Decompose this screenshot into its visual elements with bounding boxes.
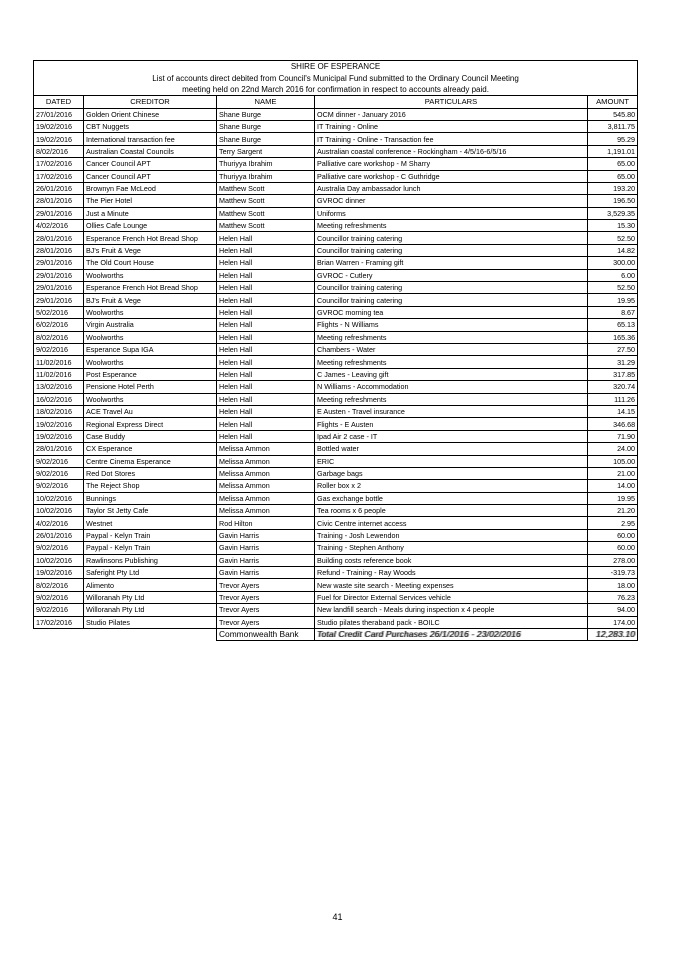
- cell-creditor: Willoranah Pty Ltd: [84, 591, 217, 603]
- cell-amount: 94.00: [588, 604, 638, 616]
- table-row: [34, 567, 638, 579]
- cell-dated: 19/02/2016: [34, 133, 84, 145]
- table-row: [34, 331, 638, 343]
- cell-dated: 8/02/2016: [34, 145, 84, 157]
- table-row: [34, 108, 638, 120]
- cell-amount: 8.67: [588, 306, 638, 318]
- table-row: [34, 220, 638, 232]
- cell-amount: 52.50: [588, 232, 638, 244]
- cell-name: Helen Hall: [217, 282, 315, 294]
- cell-dated: 29/01/2016: [34, 282, 84, 294]
- table-row: [34, 232, 638, 244]
- cell-dated: 28/01/2016: [34, 195, 84, 207]
- cell-dated: 19/02/2016: [34, 430, 84, 442]
- cell-dated: 18/02/2016: [34, 405, 84, 417]
- cell-name: Helen Hall: [217, 331, 315, 343]
- table-row: [34, 517, 638, 529]
- cell-creditor: Woolworths: [84, 306, 217, 318]
- header-row-meeting: [34, 84, 638, 96]
- cell-name: Trevor Ayers: [217, 579, 315, 591]
- cell-particulars: ERIC: [315, 455, 588, 467]
- cell-amount: -319.73: [588, 567, 638, 579]
- cell-name: Rod Hilton: [217, 517, 315, 529]
- cell-particulars: Australia Day ambassador lunch: [315, 182, 588, 194]
- cell-amount: 1,191.01: [588, 145, 638, 157]
- accounts-table: [33, 60, 638, 641]
- cell-amount: 60.00: [588, 529, 638, 541]
- cell-particulars: Civic Centre internet access: [315, 517, 588, 529]
- cell-creditor: ACE Travel Au: [84, 405, 217, 417]
- table-row: [34, 343, 638, 355]
- cell-amount: 76.23: [588, 591, 638, 603]
- cell-amount: 71.90: [588, 430, 638, 442]
- cell-dated: 4/02/2016: [34, 220, 84, 232]
- cell-dated: 29/01/2016: [34, 294, 84, 306]
- cell-creditor: Woolworths: [84, 269, 217, 281]
- cell-amount: 19.95: [588, 492, 638, 504]
- cell-particulars: C James - Leaving gift: [315, 368, 588, 380]
- cell-name: Helen Hall: [217, 393, 315, 405]
- cell-creditor: Woolworths: [84, 393, 217, 405]
- cell-creditor: Just a Minute: [84, 207, 217, 219]
- cell-particulars: Garbage bags: [315, 467, 588, 479]
- cell-particulars: GVROC morning tea: [315, 306, 588, 318]
- cell-name: Melissa Ammon: [217, 467, 315, 479]
- cell-creditor: Paypal - Kelyn Train: [84, 542, 217, 554]
- cell-creditor: CX Esperance: [84, 443, 217, 455]
- cell-name: Helen Hall: [217, 269, 315, 281]
- cell-particulars: Flights - N Williams: [315, 319, 588, 331]
- cell-dated: 16/02/2016: [34, 393, 84, 405]
- table-row: [34, 356, 638, 368]
- cell-particulars: Meeting refreshments: [315, 356, 588, 368]
- header-row-title: [34, 61, 638, 73]
- cell-name: Gavin Harris: [217, 567, 315, 579]
- cell-particulars: Meeting refreshments: [315, 220, 588, 232]
- cell-name: Helen Hall: [217, 368, 315, 380]
- cell-amount: 165.36: [588, 331, 638, 343]
- cell-name: Helen Hall: [217, 294, 315, 306]
- cell-dated: 6/02/2016: [34, 319, 84, 331]
- cell-particulars: Councillor training catering: [315, 232, 588, 244]
- cell-dated: 28/01/2016: [34, 232, 84, 244]
- total-bank: Commonwealth Bank: [217, 628, 315, 640]
- cell-name: Shane Burge: [217, 120, 315, 132]
- cell-amount: 111.26: [588, 393, 638, 405]
- cell-amount: 174.00: [588, 616, 638, 628]
- cell-amount: 24.00: [588, 443, 638, 455]
- column-header-creditor: CREDITOR: [84, 96, 217, 108]
- cell-name: Helen Hall: [217, 343, 315, 355]
- cell-creditor: Regional Express Direct: [84, 418, 217, 430]
- cell-dated: 17/02/2016: [34, 616, 84, 628]
- cell-dated: 9/02/2016: [34, 480, 84, 492]
- cell-particulars: Training - Josh Lewendon: [315, 529, 588, 541]
- cell-amount: 27.50: [588, 343, 638, 355]
- table-row: [34, 120, 638, 132]
- cell-amount: 3,811.75: [588, 120, 638, 132]
- total-amount: 12,283.10: [588, 628, 638, 640]
- table-row: [34, 455, 638, 467]
- table-row: [34, 381, 638, 393]
- cell-creditor: Cancer Council APT: [84, 158, 217, 170]
- cell-dated: 5/02/2016: [34, 306, 84, 318]
- cell-name: Melissa Ammon: [217, 480, 315, 492]
- cell-particulars: Councillor training catering: [315, 282, 588, 294]
- cell-dated: 9/02/2016: [34, 455, 84, 467]
- total-label: Total Credit Card Purchases 26/1/2016 - 23/02/2016: [315, 628, 588, 640]
- cell-dated: 19/02/2016: [34, 120, 84, 132]
- cell-particulars: New landfill search - Meals during inspection x 4 people: [315, 604, 588, 616]
- cell-dated: 17/02/2016: [34, 170, 84, 182]
- cell-name: Trevor Ayers: [217, 591, 315, 603]
- cell-amount: 545.80: [588, 108, 638, 120]
- cell-particulars: Brian Warren - Framing gift: [315, 257, 588, 269]
- total-row: [34, 628, 638, 640]
- cell-particulars: N Williams - Accommodation: [315, 381, 588, 393]
- table-row: [34, 294, 638, 306]
- cell-particulars: Meeting refreshments: [315, 393, 588, 405]
- cell-creditor: Esperance French Hot Bread Shop: [84, 282, 217, 294]
- cell-dated: 17/02/2016: [34, 158, 84, 170]
- cell-amount: 193.20: [588, 182, 638, 194]
- table-row: [34, 542, 638, 554]
- cell-amount: 278.00: [588, 554, 638, 566]
- cell-creditor: Centre Cinema Esperance: [84, 455, 217, 467]
- cell-amount: 6.00: [588, 269, 638, 281]
- table-row: [34, 529, 638, 541]
- table-row: [34, 207, 638, 219]
- cell-name: Helen Hall: [217, 418, 315, 430]
- cell-creditor: The Old Court House: [84, 257, 217, 269]
- cell-name: Gavin Harris: [217, 529, 315, 541]
- cell-amount: 105.00: [588, 455, 638, 467]
- cell-creditor: Willoranah Pty Ltd: [84, 604, 217, 616]
- table-row: [34, 418, 638, 430]
- cell-particulars: Ipad Air 2 case - IT: [315, 430, 588, 442]
- cell-creditor: Red Dot Stores: [84, 467, 217, 479]
- cell-particulars: Chambers - Water: [315, 343, 588, 355]
- cell-name: Terry Sargent: [217, 145, 315, 157]
- column-header-name: NAME: [217, 96, 315, 108]
- table-row: [34, 145, 638, 157]
- cell-dated: 8/02/2016: [34, 331, 84, 343]
- column-header-dated: DATED: [34, 96, 84, 108]
- cell-dated: 9/02/2016: [34, 467, 84, 479]
- cell-creditor: The Reject Shop: [84, 480, 217, 492]
- table-row: [34, 492, 638, 504]
- cell-particulars: Tea rooms x 6 people: [315, 505, 588, 517]
- table-row: [34, 368, 638, 380]
- cell-name: Helen Hall: [217, 381, 315, 393]
- cell-particulars: Australian coastal conference - Rockingham - 4/5/16-6/5/16: [315, 145, 588, 157]
- table-row: [34, 158, 638, 170]
- cell-name: Melissa Ammon: [217, 443, 315, 455]
- cell-name: Melissa Ammon: [217, 492, 315, 504]
- cell-creditor: Post Esperance: [84, 368, 217, 380]
- table-row: [34, 430, 638, 442]
- cell-amount: 346.68: [588, 418, 638, 430]
- cell-creditor: Esperance Supa IGA: [84, 343, 217, 355]
- cell-creditor: Case Buddy: [84, 430, 217, 442]
- cell-particulars: IT Training - Online - Transaction fee: [315, 133, 588, 145]
- cell-name: Matthew Scott: [217, 195, 315, 207]
- cell-dated: 11/02/2016: [34, 368, 84, 380]
- cell-dated: 26/01/2016: [34, 182, 84, 194]
- cell-creditor: Ollies Cafe Lounge: [84, 220, 217, 232]
- table-row: [34, 306, 638, 318]
- table-row: [34, 244, 638, 256]
- table-row: [34, 579, 638, 591]
- cell-name: Gavin Harris: [217, 554, 315, 566]
- cell-creditor: Golden Orient Chinese: [84, 108, 217, 120]
- cell-creditor: Virgin Australia: [84, 319, 217, 331]
- document-meeting-note: meeting held on 22nd March 2016 for confirmation in respect to accounts already paid.: [34, 84, 638, 96]
- cell-creditor: Studio Pilates: [84, 616, 217, 628]
- cell-dated: 11/02/2016: [34, 356, 84, 368]
- table-row: [34, 282, 638, 294]
- table-row: [34, 554, 638, 566]
- cell-creditor: Paypal - Kelyn Train: [84, 529, 217, 541]
- table-row: [34, 616, 638, 628]
- column-header-amount: AMOUNT: [588, 96, 638, 108]
- cell-amount: 317.85: [588, 368, 638, 380]
- table-row: [34, 195, 638, 207]
- table-row: [34, 170, 638, 182]
- cell-amount: 196.50: [588, 195, 638, 207]
- cell-particulars: Palliative care workshop - M Sharry: [315, 158, 588, 170]
- cell-name: Trevor Ayers: [217, 616, 315, 628]
- cell-amount: 19.95: [588, 294, 638, 306]
- document-subtitle: List of accounts direct debited from Council's Municipal Fund submitted to the Ordinary Council Meeting: [34, 72, 638, 83]
- cell-particulars: Building costs reference book: [315, 554, 588, 566]
- cell-dated: 29/01/2016: [34, 207, 84, 219]
- cell-particulars: OCM dinner - January 2016: [315, 108, 588, 120]
- cell-name: Helen Hall: [217, 356, 315, 368]
- table-row: [34, 467, 638, 479]
- cell-amount: 52.50: [588, 282, 638, 294]
- table-row: [34, 505, 638, 517]
- cell-amount: 2.95: [588, 517, 638, 529]
- cell-creditor: Rawlinsons Publishing: [84, 554, 217, 566]
- table-row: [34, 393, 638, 405]
- cell-name: Helen Hall: [217, 244, 315, 256]
- cell-creditor: CBT Nuggets: [84, 120, 217, 132]
- cell-name: Helen Hall: [217, 405, 315, 417]
- cell-creditor: Brownyn Fae McLeod: [84, 182, 217, 194]
- cell-particulars: New waste site search - Meeting expenses: [315, 579, 588, 591]
- table-row: [34, 257, 638, 269]
- header-row-subtitle: [34, 72, 638, 83]
- cell-amount: 15.30: [588, 220, 638, 232]
- cell-amount: 300.00: [588, 257, 638, 269]
- cell-dated: 10/02/2016: [34, 492, 84, 504]
- table-row: [34, 269, 638, 281]
- cell-dated: 19/02/2016: [34, 567, 84, 579]
- cell-name: Matthew Scott: [217, 207, 315, 219]
- table-row: [34, 591, 638, 603]
- cell-particulars: Palliative care workshop - C Guthridge: [315, 170, 588, 182]
- table-body: [34, 108, 638, 628]
- cell-creditor: Alimento: [84, 579, 217, 591]
- table-row: [34, 182, 638, 194]
- cell-name: Matthew Scott: [217, 182, 315, 194]
- cell-name: Helen Hall: [217, 232, 315, 244]
- cell-creditor: Woolworths: [84, 331, 217, 343]
- cell-name: Melissa Ammon: [217, 505, 315, 517]
- cell-dated: 9/02/2016: [34, 542, 84, 554]
- cell-dated: 28/01/2016: [34, 443, 84, 455]
- cell-particulars: E Austen - Travel insurance: [315, 405, 588, 417]
- table-row: [34, 604, 638, 616]
- cell-name: Helen Hall: [217, 306, 315, 318]
- cell-name: Shane Burge: [217, 133, 315, 145]
- cell-creditor: The Pier Hotel: [84, 195, 217, 207]
- cell-creditor: Esperance French Hot Bread Shop: [84, 232, 217, 244]
- cell-particulars: Fuel for Director External Services vehicle: [315, 591, 588, 603]
- cell-particulars: Uniforms: [315, 207, 588, 219]
- cell-creditor: Australian Coastal Councils: [84, 145, 217, 157]
- cell-particulars: Refund - Training - Ray Woods: [315, 567, 588, 579]
- cell-dated: 13/02/2016: [34, 381, 84, 393]
- cell-name: Helen Hall: [217, 430, 315, 442]
- cell-creditor: BJ's Fruit & Vege: [84, 244, 217, 256]
- cell-creditor: BJ's Fruit & Vege: [84, 294, 217, 306]
- document-title: SHIRE OF ESPERANCE: [34, 61, 638, 73]
- cell-amount: 14.82: [588, 244, 638, 256]
- table-row: [34, 405, 638, 417]
- cell-particulars: Roller box x 2: [315, 480, 588, 492]
- cell-name: Gavin Harris: [217, 542, 315, 554]
- cell-creditor: Pensione Hotel Perth: [84, 381, 217, 393]
- cell-amount: 95.29: [588, 133, 638, 145]
- accounts-sheet: [33, 60, 637, 641]
- cell-particulars: Studio pilates theraband pack - BOILC: [315, 616, 588, 628]
- cell-particulars: Councillor training catering: [315, 294, 588, 306]
- table-row: [34, 480, 638, 492]
- cell-dated: 9/02/2016: [34, 604, 84, 616]
- cell-name: Matthew Scott: [217, 220, 315, 232]
- cell-creditor: Saferight Pty Ltd: [84, 567, 217, 579]
- cell-amount: 65.13: [588, 319, 638, 331]
- cell-amount: 31.29: [588, 356, 638, 368]
- cell-name: Helen Hall: [217, 319, 315, 331]
- cell-name: Helen Hall: [217, 257, 315, 269]
- cell-name: Trevor Ayers: [217, 604, 315, 616]
- cell-amount: 3,529.35: [588, 207, 638, 219]
- cell-dated: 10/02/2016: [34, 554, 84, 566]
- cell-particulars: Training - Stephen Anthony: [315, 542, 588, 554]
- cell-creditor: Taylor St Jetty Cafe: [84, 505, 217, 517]
- cell-particulars: Flights - E Austen: [315, 418, 588, 430]
- cell-name: Thuriyya Ibrahim: [217, 158, 315, 170]
- cell-particulars: Bottled water: [315, 443, 588, 455]
- cell-amount: 14.15: [588, 405, 638, 417]
- cell-amount: 18.00: [588, 579, 638, 591]
- cell-dated: 9/02/2016: [34, 343, 84, 355]
- cell-dated: 9/02/2016: [34, 591, 84, 603]
- table-row: [34, 133, 638, 145]
- cell-name: Shane Burge: [217, 108, 315, 120]
- cell-creditor: Woolworths: [84, 356, 217, 368]
- cell-particulars: Councillor training catering: [315, 244, 588, 256]
- cell-creditor: Westnet: [84, 517, 217, 529]
- cell-particulars: IT Training - Online: [315, 120, 588, 132]
- cell-amount: 65.00: [588, 158, 638, 170]
- cell-dated: 29/01/2016: [34, 269, 84, 281]
- cell-dated: 10/02/2016: [34, 505, 84, 517]
- page-number: 41: [332, 912, 343, 922]
- cell-particulars: Gas exchange bottle: [315, 492, 588, 504]
- cell-amount: 14.00: [588, 480, 638, 492]
- cell-amount: 320.74: [588, 381, 638, 393]
- cell-creditor: International transaction fee: [84, 133, 217, 145]
- cell-particulars: GVROC - Cutlery: [315, 269, 588, 281]
- cell-amount: 21.20: [588, 505, 638, 517]
- cell-creditor: Cancer Council APT: [84, 170, 217, 182]
- cell-dated: 26/01/2016: [34, 529, 84, 541]
- cell-dated: 29/01/2016: [34, 257, 84, 269]
- cell-name: Melissa Ammon: [217, 455, 315, 467]
- cell-amount: 21.00: [588, 467, 638, 479]
- column-header-row: [34, 96, 638, 108]
- cell-creditor: Bunnings: [84, 492, 217, 504]
- cell-dated: 4/02/2016: [34, 517, 84, 529]
- cell-dated: 8/02/2016: [34, 579, 84, 591]
- cell-amount: 60.00: [588, 542, 638, 554]
- cell-particulars: GVROC dinner: [315, 195, 588, 207]
- table-row: [34, 319, 638, 331]
- cell-dated: 28/01/2016: [34, 244, 84, 256]
- cell-dated: 27/01/2016: [34, 108, 84, 120]
- cell-name: Thuriyya Ibrahim: [217, 170, 315, 182]
- table-row: [34, 443, 638, 455]
- cell-amount: 65.00: [588, 170, 638, 182]
- column-header-particulars: PARTICULARS: [315, 96, 588, 108]
- cell-particulars: Meeting refreshments: [315, 331, 588, 343]
- cell-dated: 19/02/2016: [34, 418, 84, 430]
